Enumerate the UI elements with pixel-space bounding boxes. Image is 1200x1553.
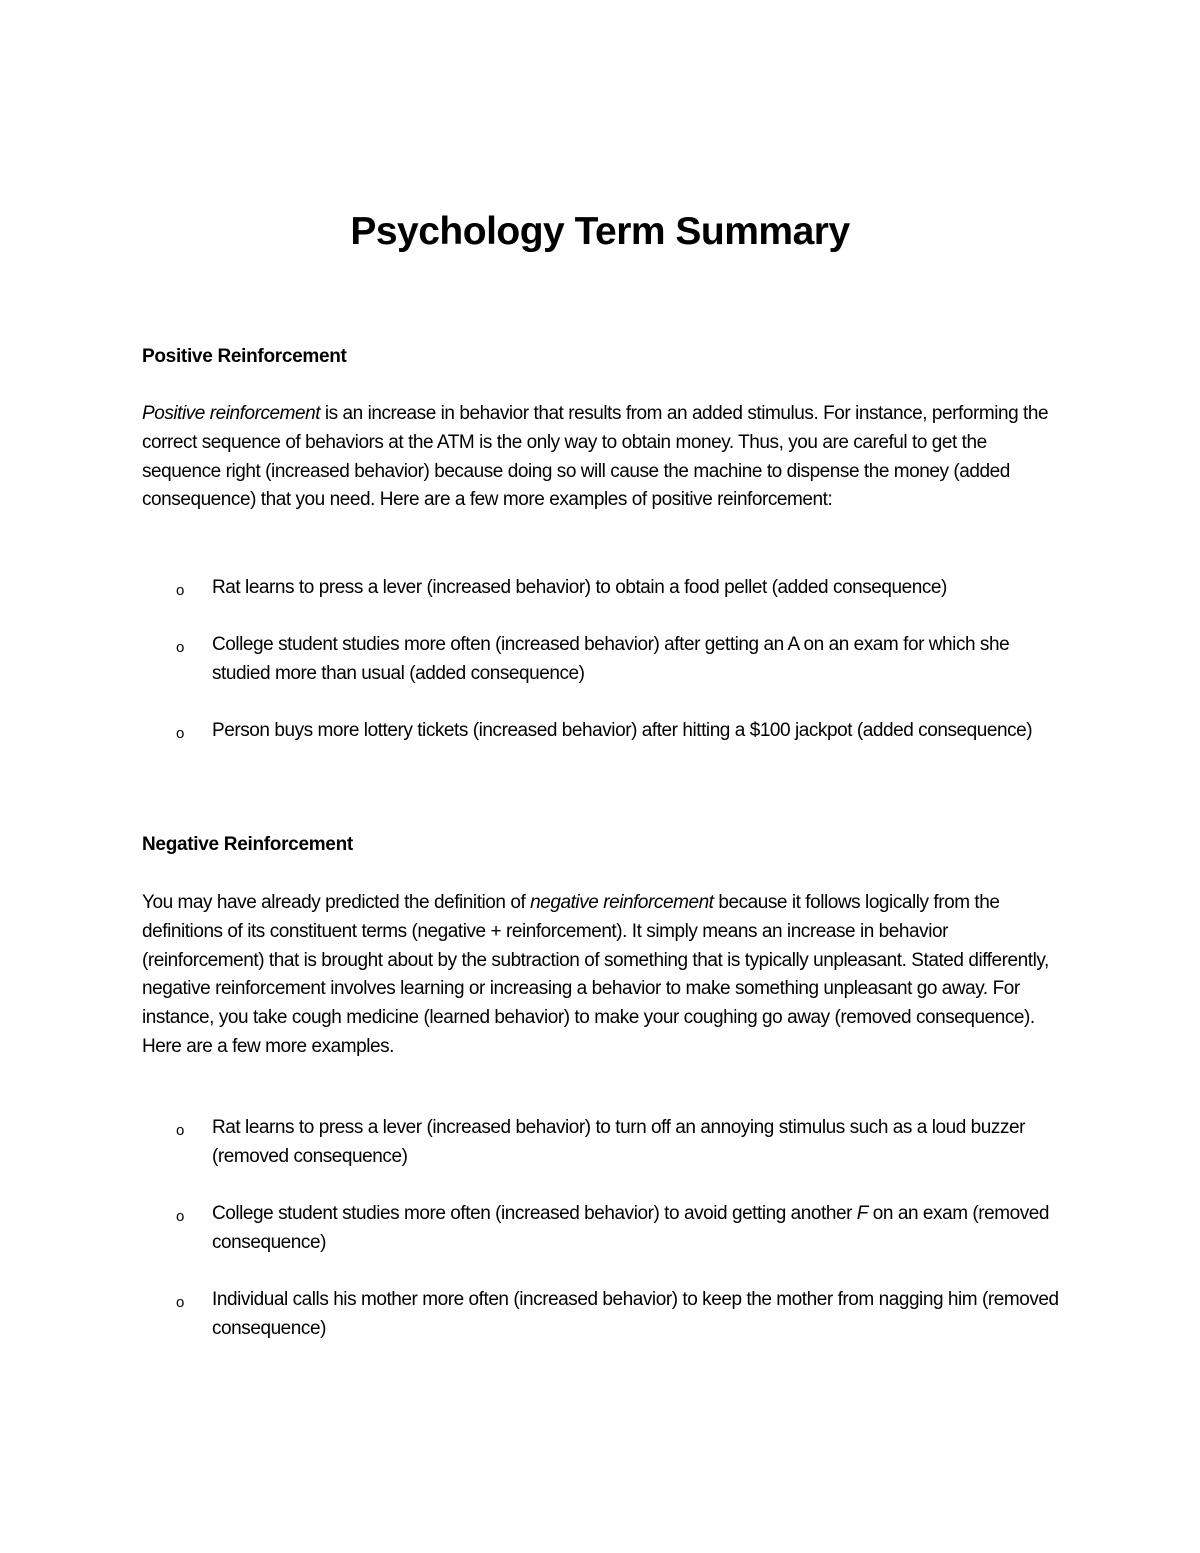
negative-examples-list — [142, 1113, 1062, 1343]
list-item-text: College student studies more often (increased behavior) to avoid getting another — [212, 1203, 857, 1224]
circle-bullet-icon: o — [176, 1294, 184, 1311]
paragraph-text: because it follows logically from the definitions of its constituent terms (negative + reinforcement). It simply means an increase in behavior (reinforcement) that is brought about by the subtraction of something that is typically unpleasant. Stated differently, negative reinforcement involves learning or increasing a behavior to make something unpleasant go away. For instance, you take cough medicine (learned behavior) to make your coughing go away (removed consequence). Here are a few more examples. — [142, 892, 1049, 1057]
positive-reinforcement-paragraph — [142, 400, 1062, 515]
list-item — [142, 1285, 1062, 1343]
circle-bullet-icon: o — [176, 1122, 184, 1139]
circle-bullet-icon: o — [176, 582, 184, 599]
italic-grade: F — [856, 1203, 868, 1224]
list-item-text: on an exam (removed consequence) — [212, 1203, 1050, 1253]
italic-term: negative reinforcement — [530, 892, 714, 913]
document-title: Psychology Term Summary — [350, 210, 850, 253]
list-item — [142, 716, 1062, 745]
list-item — [142, 630, 1062, 688]
list-item — [142, 1199, 1062, 1257]
negative-reinforcement-paragraph — [142, 889, 1062, 1062]
list-item-text: Person buys more lottery tickets (increased behavior) after hitting a $100 jackpot (added consequence) — [212, 720, 1033, 741]
circle-bullet-icon: o — [176, 1208, 184, 1225]
list-item — [142, 1113, 1062, 1171]
list-item — [142, 573, 1062, 602]
circle-bullet-icon: o — [176, 725, 184, 742]
section-heading-positive: Positive Reinforcement — [142, 346, 347, 367]
italic-term: Positive reinforcement — [142, 403, 321, 424]
circle-bullet-icon: o — [176, 639, 184, 656]
list-item-text: Rat learns to press a lever (increased behavior) to turn off an annoying stimulus such as a loud buzzer (removed consequence) — [212, 1117, 1025, 1167]
positive-examples-list — [142, 573, 1062, 745]
list-item-text: Rat learns to press a lever (increased behavior) to obtain a food pellet (added consequence) — [212, 577, 947, 598]
paragraph-text: You may have already predicted the definition of — [142, 892, 531, 913]
paragraph-text: is an increase in behavior that results from an added stimulus. For instance, performing the correct sequence of behaviors at the ATM is the only way to obtain money. Thus, you are careful to get the sequence right (increased behavior) because doing so will cause the machine to dispense the money (added consequence) that you need. Here are a few more examples of positive reinforcement: — [142, 403, 1049, 511]
list-item-text: College student studies more often (increased behavior) after getting an A on an exam for which she studied more than usual (added consequence) — [212, 634, 1010, 684]
list-item-text: Individual calls his mother more often (increased behavior) to keep the mother from nagging him (removed consequence) — [212, 1289, 1059, 1339]
section-heading-negative: Negative Reinforcement — [142, 834, 353, 855]
